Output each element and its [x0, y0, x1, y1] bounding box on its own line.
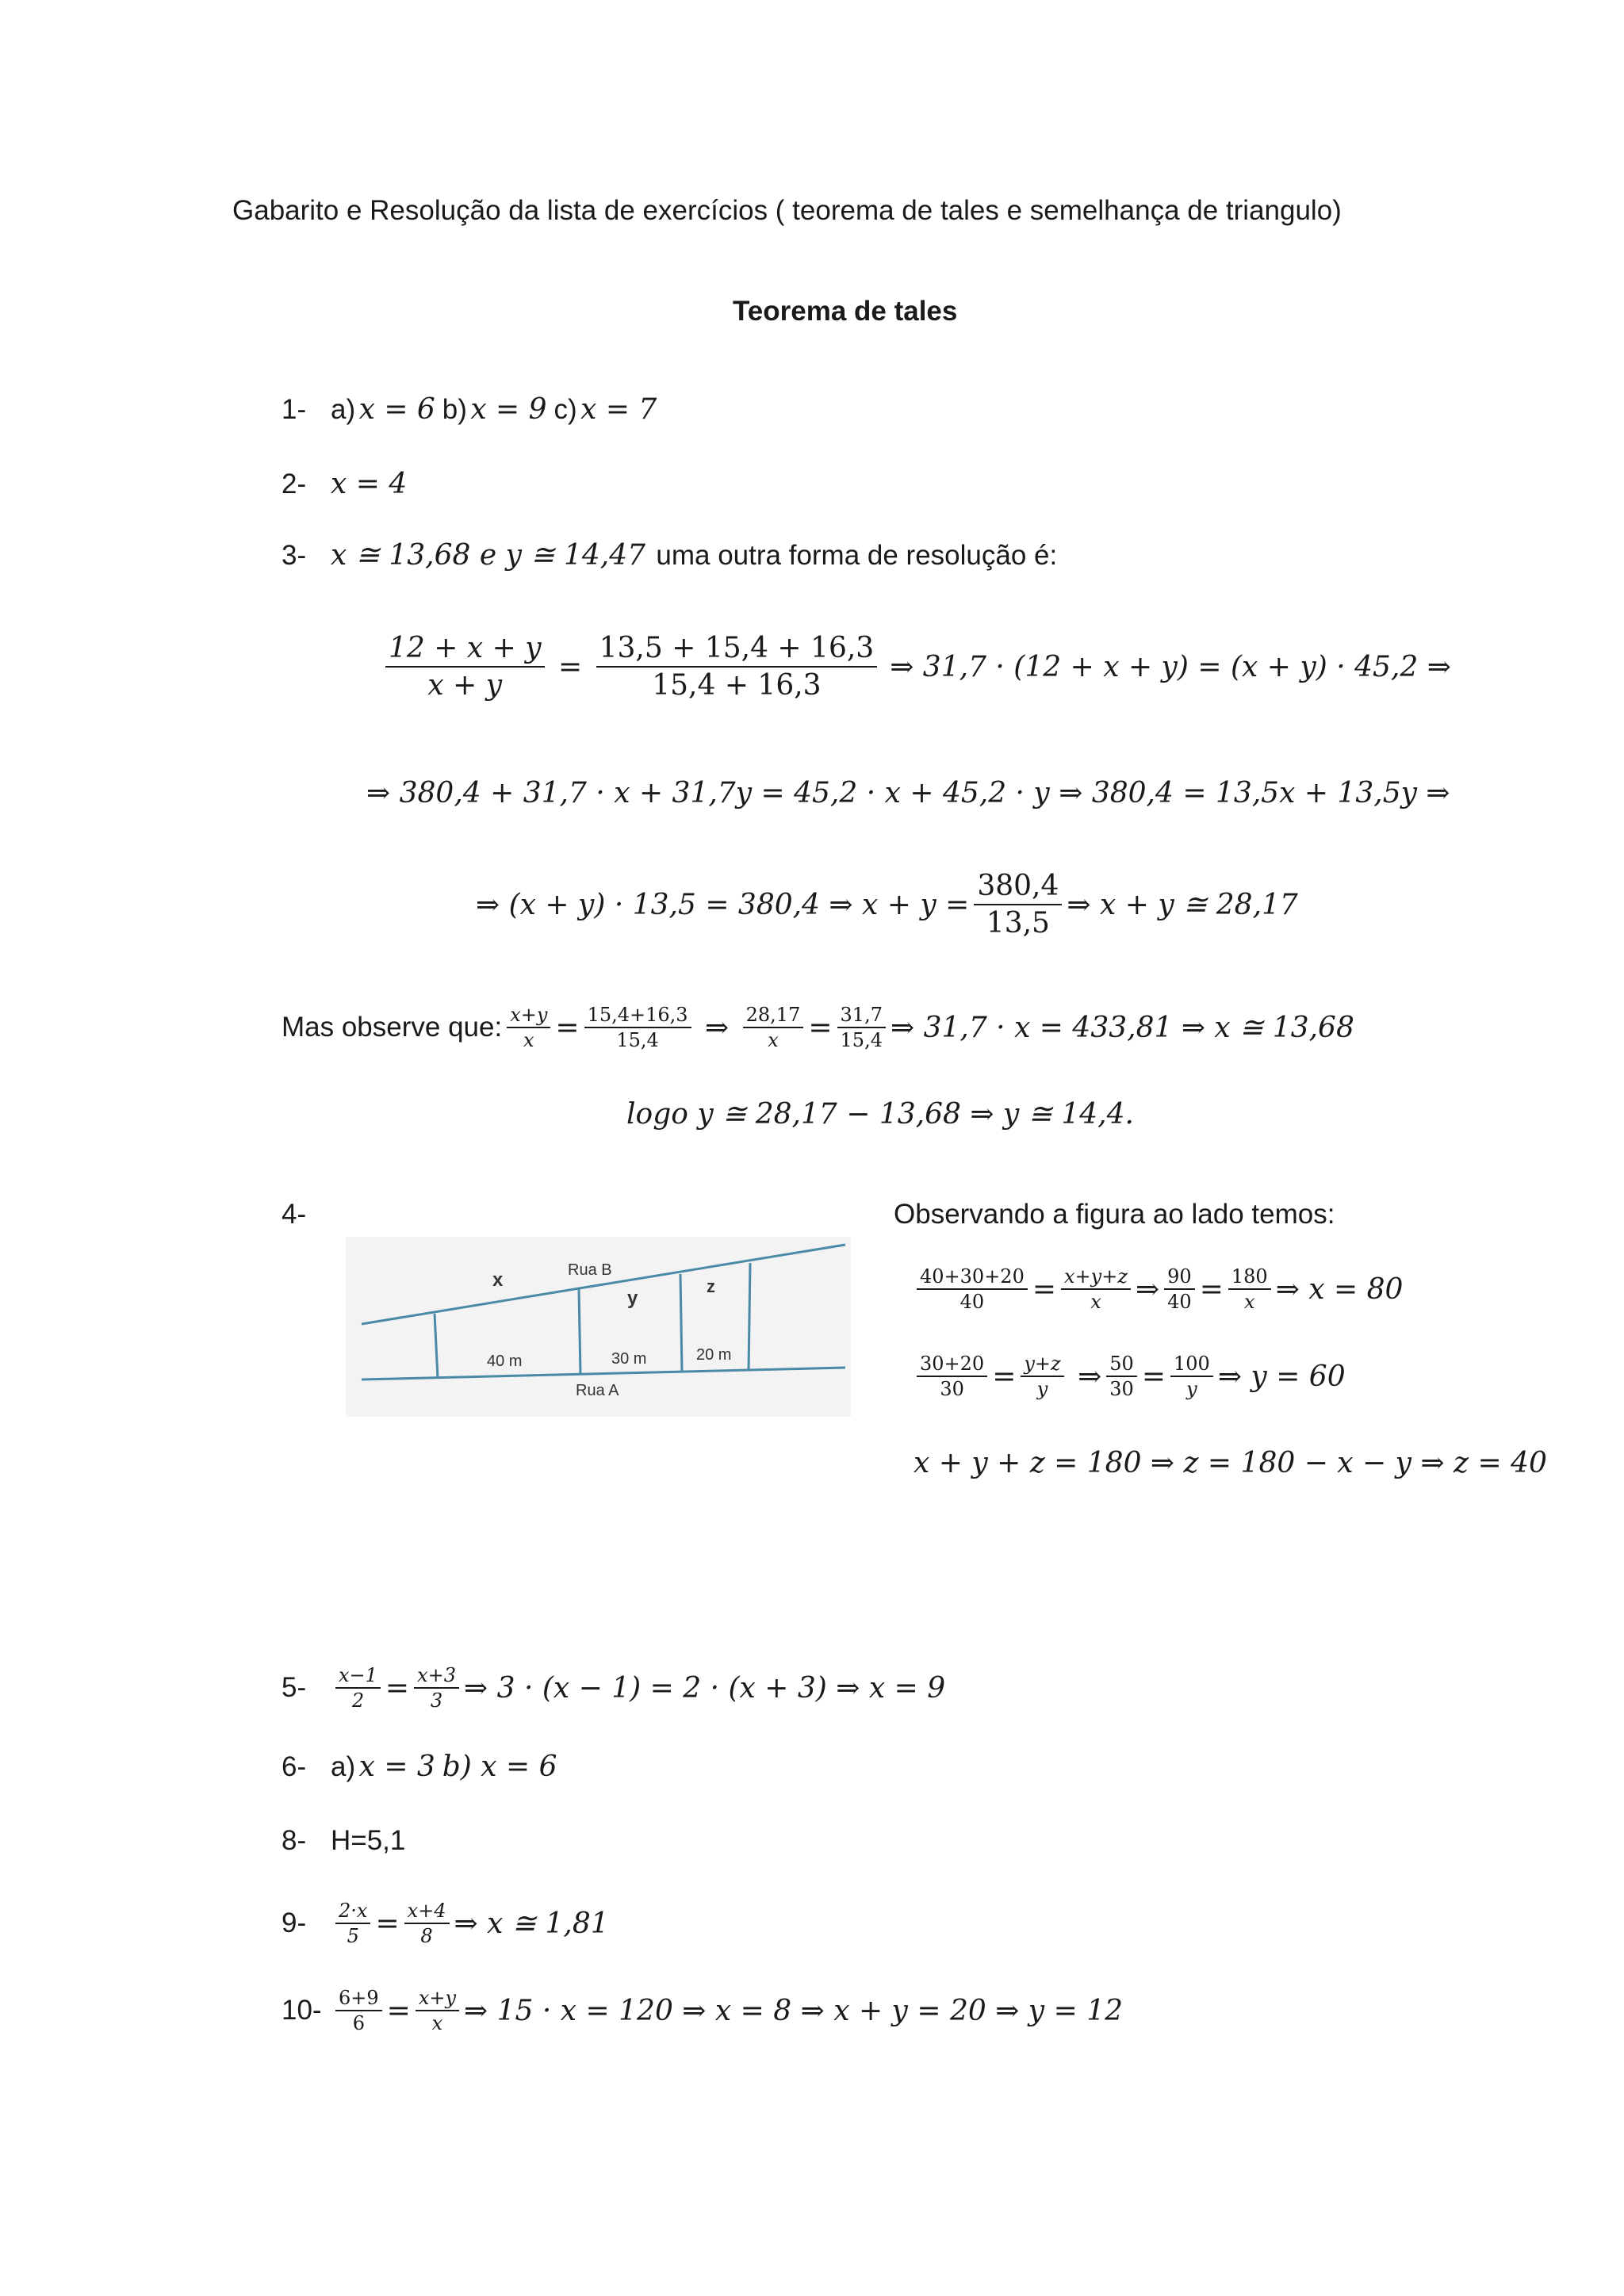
fraction: $\frac{x+y+z}{x}$: [1061, 1265, 1131, 1314]
eq-b: x = 9: [470, 393, 547, 426]
rua-b-line: [362, 1245, 845, 1324]
fraction: $\frac{6+9}{6}$: [335, 1986, 382, 2035]
note: uma outra forma de resolução é:: [656, 539, 1058, 571]
label-rua-a: Rua A: [576, 1382, 619, 1399]
fraction: $\frac{31,7}{15,4}$: [837, 1003, 886, 1052]
q4-equation-1: $\frac{40+30+20}{40}$ = $\frac{x+y+z}{x}$ ⇒ $\frac{90}{40}$ = $\frac{180}{x}$ ⇒ x = 80: [912, 1265, 1403, 1314]
fraction: $\frac{30+20}{30}$: [917, 1352, 987, 1401]
item-number: 10-: [282, 1995, 322, 2026]
fraction: $\frac{380,4}{13,5}$: [974, 868, 1062, 941]
label-y: y: [627, 1288, 638, 1309]
label-z: z: [707, 1276, 715, 1296]
fraction: $\frac{y+z}{y}$: [1021, 1352, 1063, 1401]
item-number: 8-: [282, 1825, 307, 1856]
label-b: b): [442, 393, 467, 425]
label-rua-b: Rua B: [568, 1261, 612, 1279]
label-20m: 20 m: [696, 1346, 732, 1364]
label-40m: 40 m: [487, 1353, 523, 1370]
fraction: $\frac{180}{x}$: [1228, 1265, 1271, 1314]
fraction: $\frac{50}{30}$: [1106, 1352, 1137, 1401]
fraction: $\frac{100}{y}$: [1170, 1352, 1213, 1401]
conclusion-line: logo y ≅ 28,17 − 13,68 ⇒ y ≅ 14,4.: [626, 1098, 1134, 1131]
fraction: $\frac{12 + x + y}{x + y}$: [385, 630, 545, 703]
item-number: 1-: [282, 393, 307, 425]
equation-tail: ⇒ 31,7 · (12 + x + y) = (x + y) · 45,2 ⇒: [890, 650, 1451, 683]
section-heading: Teorema de tales: [733, 296, 958, 327]
q4-equation-2: $\frac{30+20}{30}$ = $\frac{y+z}{y}$ ⇒ $\frac{50}{30}$ = $\frac{100}{y}$ ⇒ y = 60: [912, 1352, 1346, 1401]
label-c: c): [553, 393, 577, 425]
label-30m: 30 m: [611, 1350, 647, 1368]
item-number: 9-: [282, 1908, 307, 1938]
fraction: $\frac{x-1}{2}$: [335, 1663, 381, 1712]
answer-3: [282, 539, 1057, 572]
equation-line-2: ⇒ 380,4 + 31,7 · x + 31,7y = 45,2 · x + 45,2 · y ⇒ 380,4 = 13,5x + 13,5y ⇒: [366, 777, 1450, 809]
fraction: $\frac{x+y}{x}$: [416, 1986, 459, 2035]
fraction: $\frac{x+y}{x}$: [507, 1003, 550, 1052]
figure-streets: [346, 1237, 851, 1417]
equation-line-1: $\frac{12 + x + y}{x + y}$ = $\frac{13,5 + 15,4 + 16,3}{15,4 + 16,3}$ ⇒ 31,7 · (12 + x + y) = (x + y) · 45,2 ⇒: [381, 630, 1451, 703]
equation-line-3: ⇒ (x + y) · 13,5 = 380,4 ⇒ x + y = $\frac{380,4}{13,5}$ ⇒ x + y ≅ 28,17: [476, 870, 1298, 939]
answer-5: 5- $\frac{x-1}{2}$ = $\frac{x+3}{3}$ ⇒ 3 · (x − 1) = 2 · (x + 3) ⇒ x = 9: [282, 1664, 946, 1712]
transversal-line: [680, 1274, 682, 1372]
answer-2: [282, 468, 407, 500]
observe-label: Mas observe que:: [282, 1012, 503, 1043]
fraction: $\frac{15,4+16,3}{15,4}$: [584, 1003, 691, 1052]
result: x ≅ 13,68 e y ≅ 14,47: [331, 539, 646, 572]
rua-a-line: [362, 1368, 845, 1380]
fraction: $\frac{x+4}{8}$: [404, 1899, 450, 1948]
transversal-line: [435, 1314, 438, 1378]
fraction: $\frac{40+30+20}{40}$: [917, 1265, 1028, 1314]
observing-text: Observando a figura ao lado temos:: [894, 1199, 1335, 1230]
answer-8: 8- H=5,1: [282, 1825, 406, 1856]
item-number: 6-: [282, 1751, 307, 1782]
item-number: 2-: [282, 468, 307, 499]
document-title: Gabarito e Resolução da lista de exercícios ( teorema de tales e semelhança de triangulo): [232, 195, 1342, 226]
transversal-line: [749, 1263, 750, 1371]
q4-equation-3: x + y + z = 180 ⇒ z = 180 − x − y ⇒ z = 40: [914, 1447, 1547, 1479]
answer-1: [282, 393, 657, 426]
item-number: 4-: [282, 1199, 307, 1230]
eq-c: x = 7: [580, 393, 657, 426]
item-number: 3-: [282, 539, 307, 571]
observe-line: Mas observe que: $\frac{x+y}{x}$ = $\frac{15,4+16,3}{15,4}$ ⇒ $\frac{28,17}{x}$ = $\frac{31,7}{15,4}$ ⇒ 31,7 · x = 433,81 ⇒ x ≅ 13,68: [282, 1004, 1354, 1051]
fraction: $\frac{x+3}{3}$: [414, 1663, 459, 1712]
answer-6: 6- a) x = 3 b) x = 6: [282, 1751, 557, 1783]
item-number: 5-: [282, 1672, 307, 1703]
transversal-line: [579, 1289, 580, 1375]
answer-9: 9- $\frac{2\cdot x}{5}$ = $\frac{x+4}{8}$ ⇒ x ≅ 1,81: [282, 1900, 609, 1947]
eq: x = 4: [331, 468, 408, 500]
fraction: $\frac{2\cdot x}{5}$: [335, 1899, 370, 1948]
label-x: x: [492, 1269, 504, 1291]
street-diagram: [346, 1237, 851, 1417]
observe-tail: ⇒ 31,7 · x = 433,81 ⇒ x ≅ 13,68: [890, 1011, 1354, 1044]
eq-a: x = 6: [358, 393, 435, 426]
fraction: $\frac{90}{40}$: [1164, 1265, 1195, 1314]
fraction: $\frac{13,5 + 15,4 + 16,3}{15,4 + 16,3}$: [596, 630, 878, 703]
label-a: a): [331, 393, 356, 425]
fraction: $\frac{28,17}{x}$: [743, 1003, 804, 1052]
answer-10: 10- $\frac{6+9}{6}$ = $\frac{x+y}{x}$ ⇒ 15 · x = 120 ⇒ x = 8 ⇒ x + y = 20 ⇒ y = 12: [282, 1987, 1124, 2034]
